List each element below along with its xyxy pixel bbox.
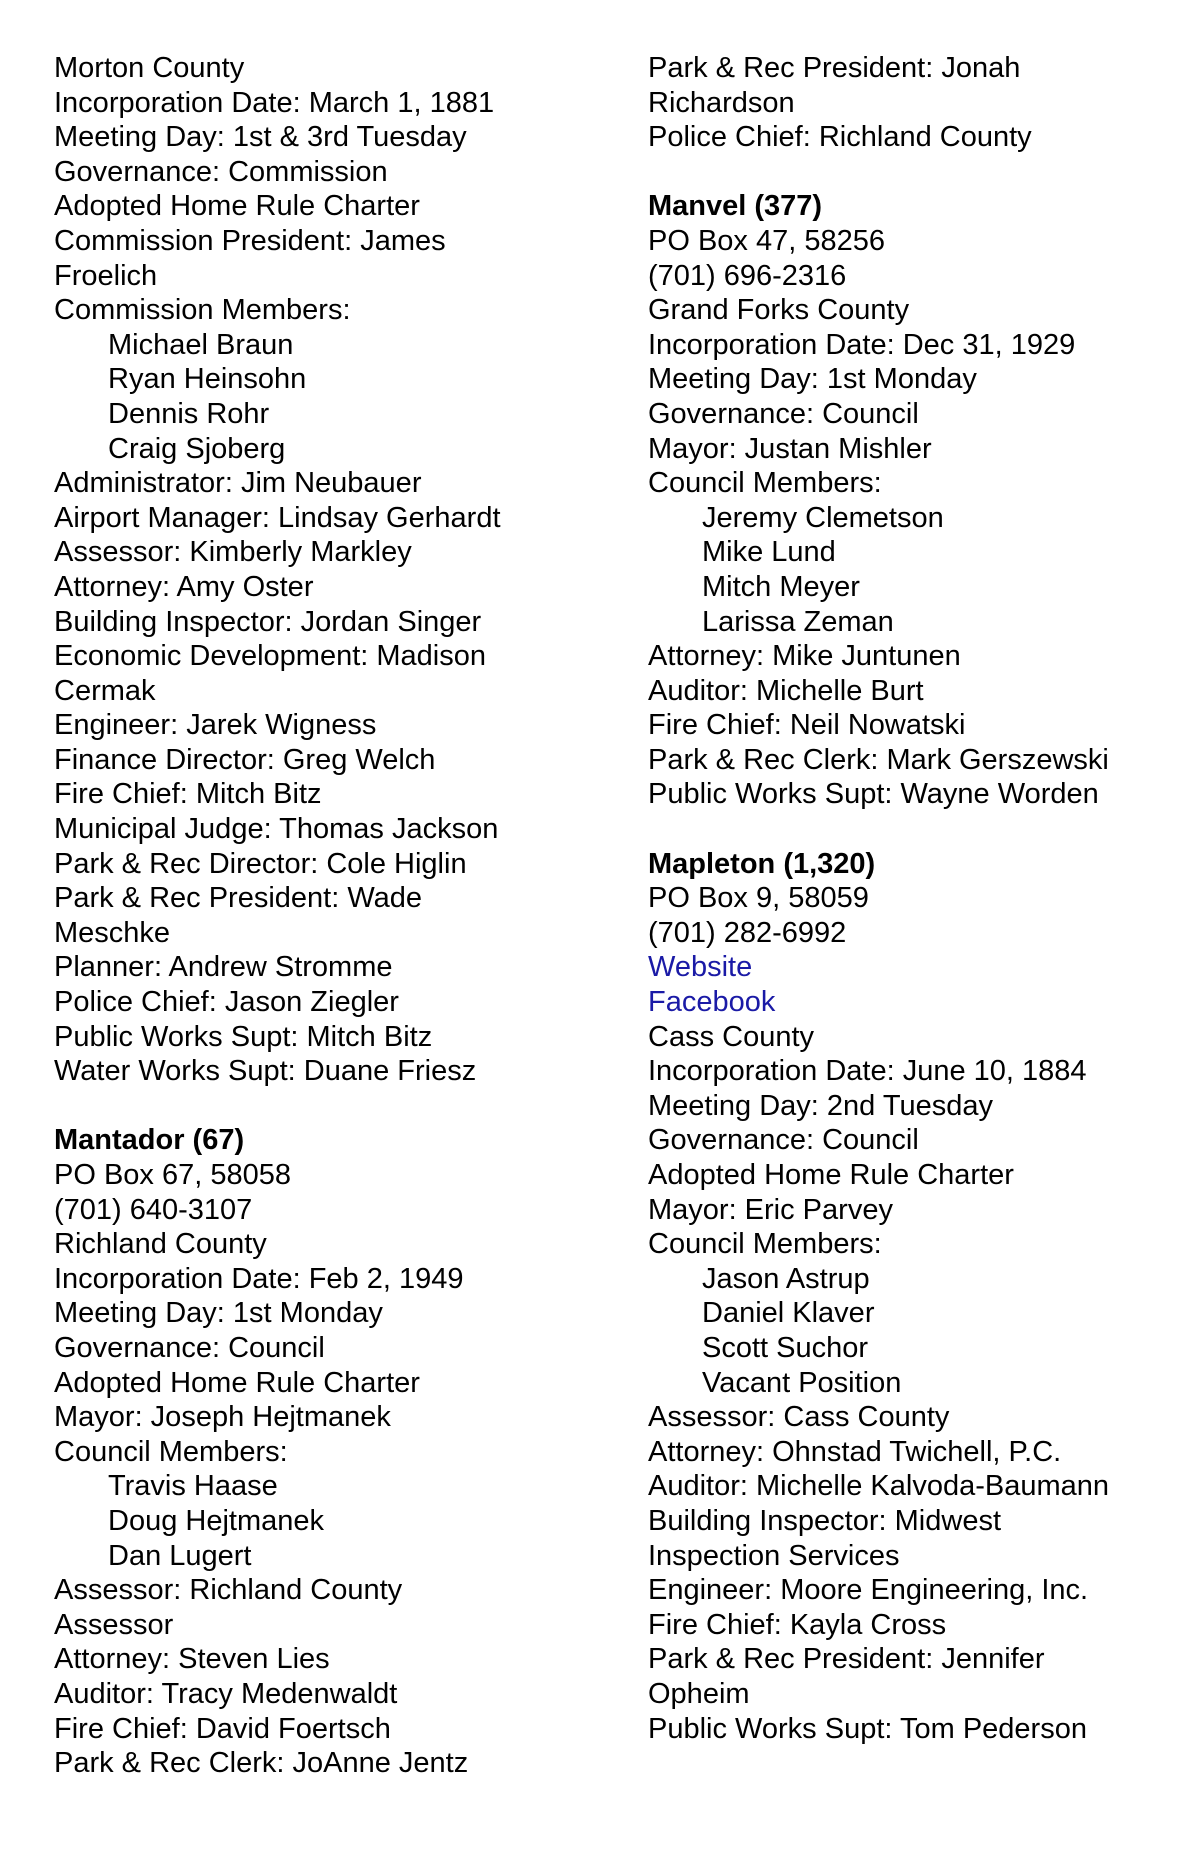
member-name: Mitch Meyer xyxy=(702,570,860,603)
directory-line: Meeting Day: 2nd Tuesday xyxy=(648,1089,993,1122)
directory-line: Council Members: xyxy=(648,1228,882,1261)
directory-line: Auditor: Michelle Kalvoda-Baumann xyxy=(648,1470,1110,1503)
directory-line: Public Works Supt: Tom Pederson xyxy=(648,1712,1087,1745)
directory-line: Attorney: Steven Lies xyxy=(54,1643,330,1676)
member-name: Dan Lugert xyxy=(108,1539,252,1572)
directory-line: Airport Manager: Lindsay Gerhardt xyxy=(54,501,501,534)
directory-column-right xyxy=(648,51,1188,1746)
directory-line: Attorney: Amy Oster xyxy=(54,570,314,603)
directory-line: Meeting Day: 1st Monday xyxy=(648,363,977,396)
directory-line: Administrator: Jim Neubauer xyxy=(54,467,422,500)
directory-line: Engineer: Moore Engineering, Inc. xyxy=(648,1574,1089,1607)
directory-line: Richland County xyxy=(54,1228,267,1261)
directory-line: Cass County xyxy=(648,1020,815,1053)
directory-line: Public Works Supt: Wayne Worden xyxy=(648,778,1099,811)
directory-line: Municipal Judge: Thomas Jackson xyxy=(54,813,499,846)
directory-line: Opheim xyxy=(648,1677,750,1710)
directory-line: Grand Forks County xyxy=(648,294,910,327)
directory-line: Adopted Home Rule Charter xyxy=(54,1366,420,1399)
directory-line: PO Box 9, 58059 xyxy=(648,882,869,915)
city-heading-mantador-67: Mantador (67) xyxy=(54,1124,245,1157)
member-name: Larissa Zeman xyxy=(702,605,894,638)
member-name: Doug Hejtmanek xyxy=(108,1504,324,1537)
directory-line: Building Inspector: Midwest xyxy=(648,1504,1001,1537)
directory-line: Park & Rec Clerk: Mark Gerszewski xyxy=(648,743,1109,776)
directory-line: Inspection Services xyxy=(648,1539,900,1572)
directory-line: Fire Chief: Mitch Bitz xyxy=(54,778,322,811)
member-name: Vacant Position xyxy=(702,1366,902,1399)
directory-line: Incorporation Date: Dec 31, 1929 xyxy=(648,328,1076,361)
member-name: Jason Astrup xyxy=(702,1262,870,1295)
directory-line: Froelich xyxy=(54,259,158,292)
directory-line: Building Inspector: Jordan Singer xyxy=(54,605,482,638)
directory-line: Park & Rec President: Jonah xyxy=(648,52,1021,84)
member-name: Scott Suchor xyxy=(702,1331,869,1364)
blank-spacer xyxy=(648,812,1188,847)
member-name: Mike Lund xyxy=(702,536,836,569)
member-name: Craig Sjoberg xyxy=(108,432,286,465)
directory-line: Fire Chief: Neil Nowatski xyxy=(648,709,966,742)
directory-line: Park & Rec Clerk: JoAnne Jentz xyxy=(54,1747,469,1780)
member-name: Dennis Rohr xyxy=(108,397,270,430)
directory-line: (701) 640-3107 xyxy=(54,1193,253,1226)
facebook-link[interactable]: Facebook xyxy=(648,986,776,1019)
directory-line: Police Chief: Richland County xyxy=(648,121,1032,154)
directory-line: Council Members: xyxy=(648,467,882,500)
directory-line: Public Works Supt: Mitch Bitz xyxy=(54,1020,433,1053)
directory-line: Commission President: James xyxy=(54,224,446,257)
blank-spacer xyxy=(648,155,1188,190)
directory-line: Meschke xyxy=(54,916,171,949)
directory-line: (701) 282-6992 xyxy=(648,916,847,949)
directory-line: Engineer: Jarek Wigness xyxy=(54,709,377,742)
directory-line: Finance Director: Greg Welch xyxy=(54,743,436,776)
directory-line: Mayor: Justan Mishler xyxy=(648,432,932,465)
directory-line: Richardson xyxy=(648,86,795,119)
directory-line: Attorney: Ohnstad Twichell, P.C. xyxy=(648,1435,1062,1468)
directory-line: Governance: Council xyxy=(54,1331,325,1364)
directory-line: Morton County xyxy=(54,52,245,84)
directory-line: Assessor: Cass County xyxy=(648,1401,950,1434)
directory-line: Fire Chief: Kayla Cross xyxy=(648,1608,947,1641)
directory-line: PO Box 47, 58256 xyxy=(648,224,885,257)
directory-line: Police Chief: Jason Ziegler xyxy=(54,986,399,1019)
directory-line: Assessor xyxy=(54,1608,174,1641)
directory-line: Mayor: Eric Parvey xyxy=(648,1193,893,1226)
directory-line: Commission Members: xyxy=(54,294,351,327)
member-name: Ryan Heinsohn xyxy=(108,363,307,396)
directory-line: Auditor: Tracy Medenwaldt xyxy=(54,1677,398,1710)
directory-line: Auditor: Michelle Burt xyxy=(648,674,924,707)
directory-line: Mayor: Joseph Hejtmanek xyxy=(54,1401,391,1434)
directory-line: (701) 696-2316 xyxy=(648,259,847,292)
directory-line: Governance: Commission xyxy=(54,155,388,188)
directory-line: Incorporation Date: March 1, 1881 xyxy=(54,86,495,119)
directory-line: Meeting Day: 1st Monday xyxy=(54,1297,383,1330)
directory-line: Economic Development: Madison xyxy=(54,640,486,673)
directory-line: Incorporation Date: June 10, 1884 xyxy=(648,1055,1087,1088)
directory-line: Fire Chief: David Foertsch xyxy=(54,1712,391,1745)
directory-line: Adopted Home Rule Charter xyxy=(648,1159,1014,1191)
directory-line: Assessor: Richland County xyxy=(54,1574,403,1607)
directory-line: Planner: Andrew Stromme xyxy=(54,951,393,984)
directory-line: Cermak xyxy=(54,674,156,707)
directory-line: Governance: Council xyxy=(648,397,919,430)
member-name: Michael Braun xyxy=(108,328,294,361)
website-link[interactable]: Website xyxy=(648,951,753,984)
directory-line: Incorporation Date: Feb 2, 1949 xyxy=(54,1262,464,1295)
directory-line: Meeting Day: 1st & 3rd Tuesday xyxy=(54,121,467,154)
city-heading-manvel-377: Manvel (377) xyxy=(648,190,823,223)
directory-line: Park & Rec Director: Cole Higlin xyxy=(54,847,467,880)
directory-line: Attorney: Mike Juntunen xyxy=(648,640,961,673)
directory-line: PO Box 67, 58058 xyxy=(54,1159,291,1191)
city-heading-mapleton-1-320: Mapleton (1,320) xyxy=(648,847,876,880)
directory-column-left xyxy=(54,51,614,1781)
directory-line: Park & Rec President: Wade xyxy=(54,882,423,915)
directory-line: Water Works Supt: Duane Friesz xyxy=(54,1055,477,1088)
member-name: Travis Haase xyxy=(108,1470,278,1503)
directory-line: Governance: Council xyxy=(648,1124,919,1157)
directory-line: Park & Rec President: Jennifer xyxy=(648,1643,1045,1676)
directory-line: Council Members: xyxy=(54,1435,288,1468)
directory-line: Assessor: Kimberly Markley xyxy=(54,536,412,569)
directory-line: Adopted Home Rule Charter xyxy=(54,190,420,223)
blank-spacer xyxy=(54,1089,614,1124)
member-name: Jeremy Clemetson xyxy=(702,501,944,534)
member-name: Daniel Klaver xyxy=(702,1297,875,1330)
